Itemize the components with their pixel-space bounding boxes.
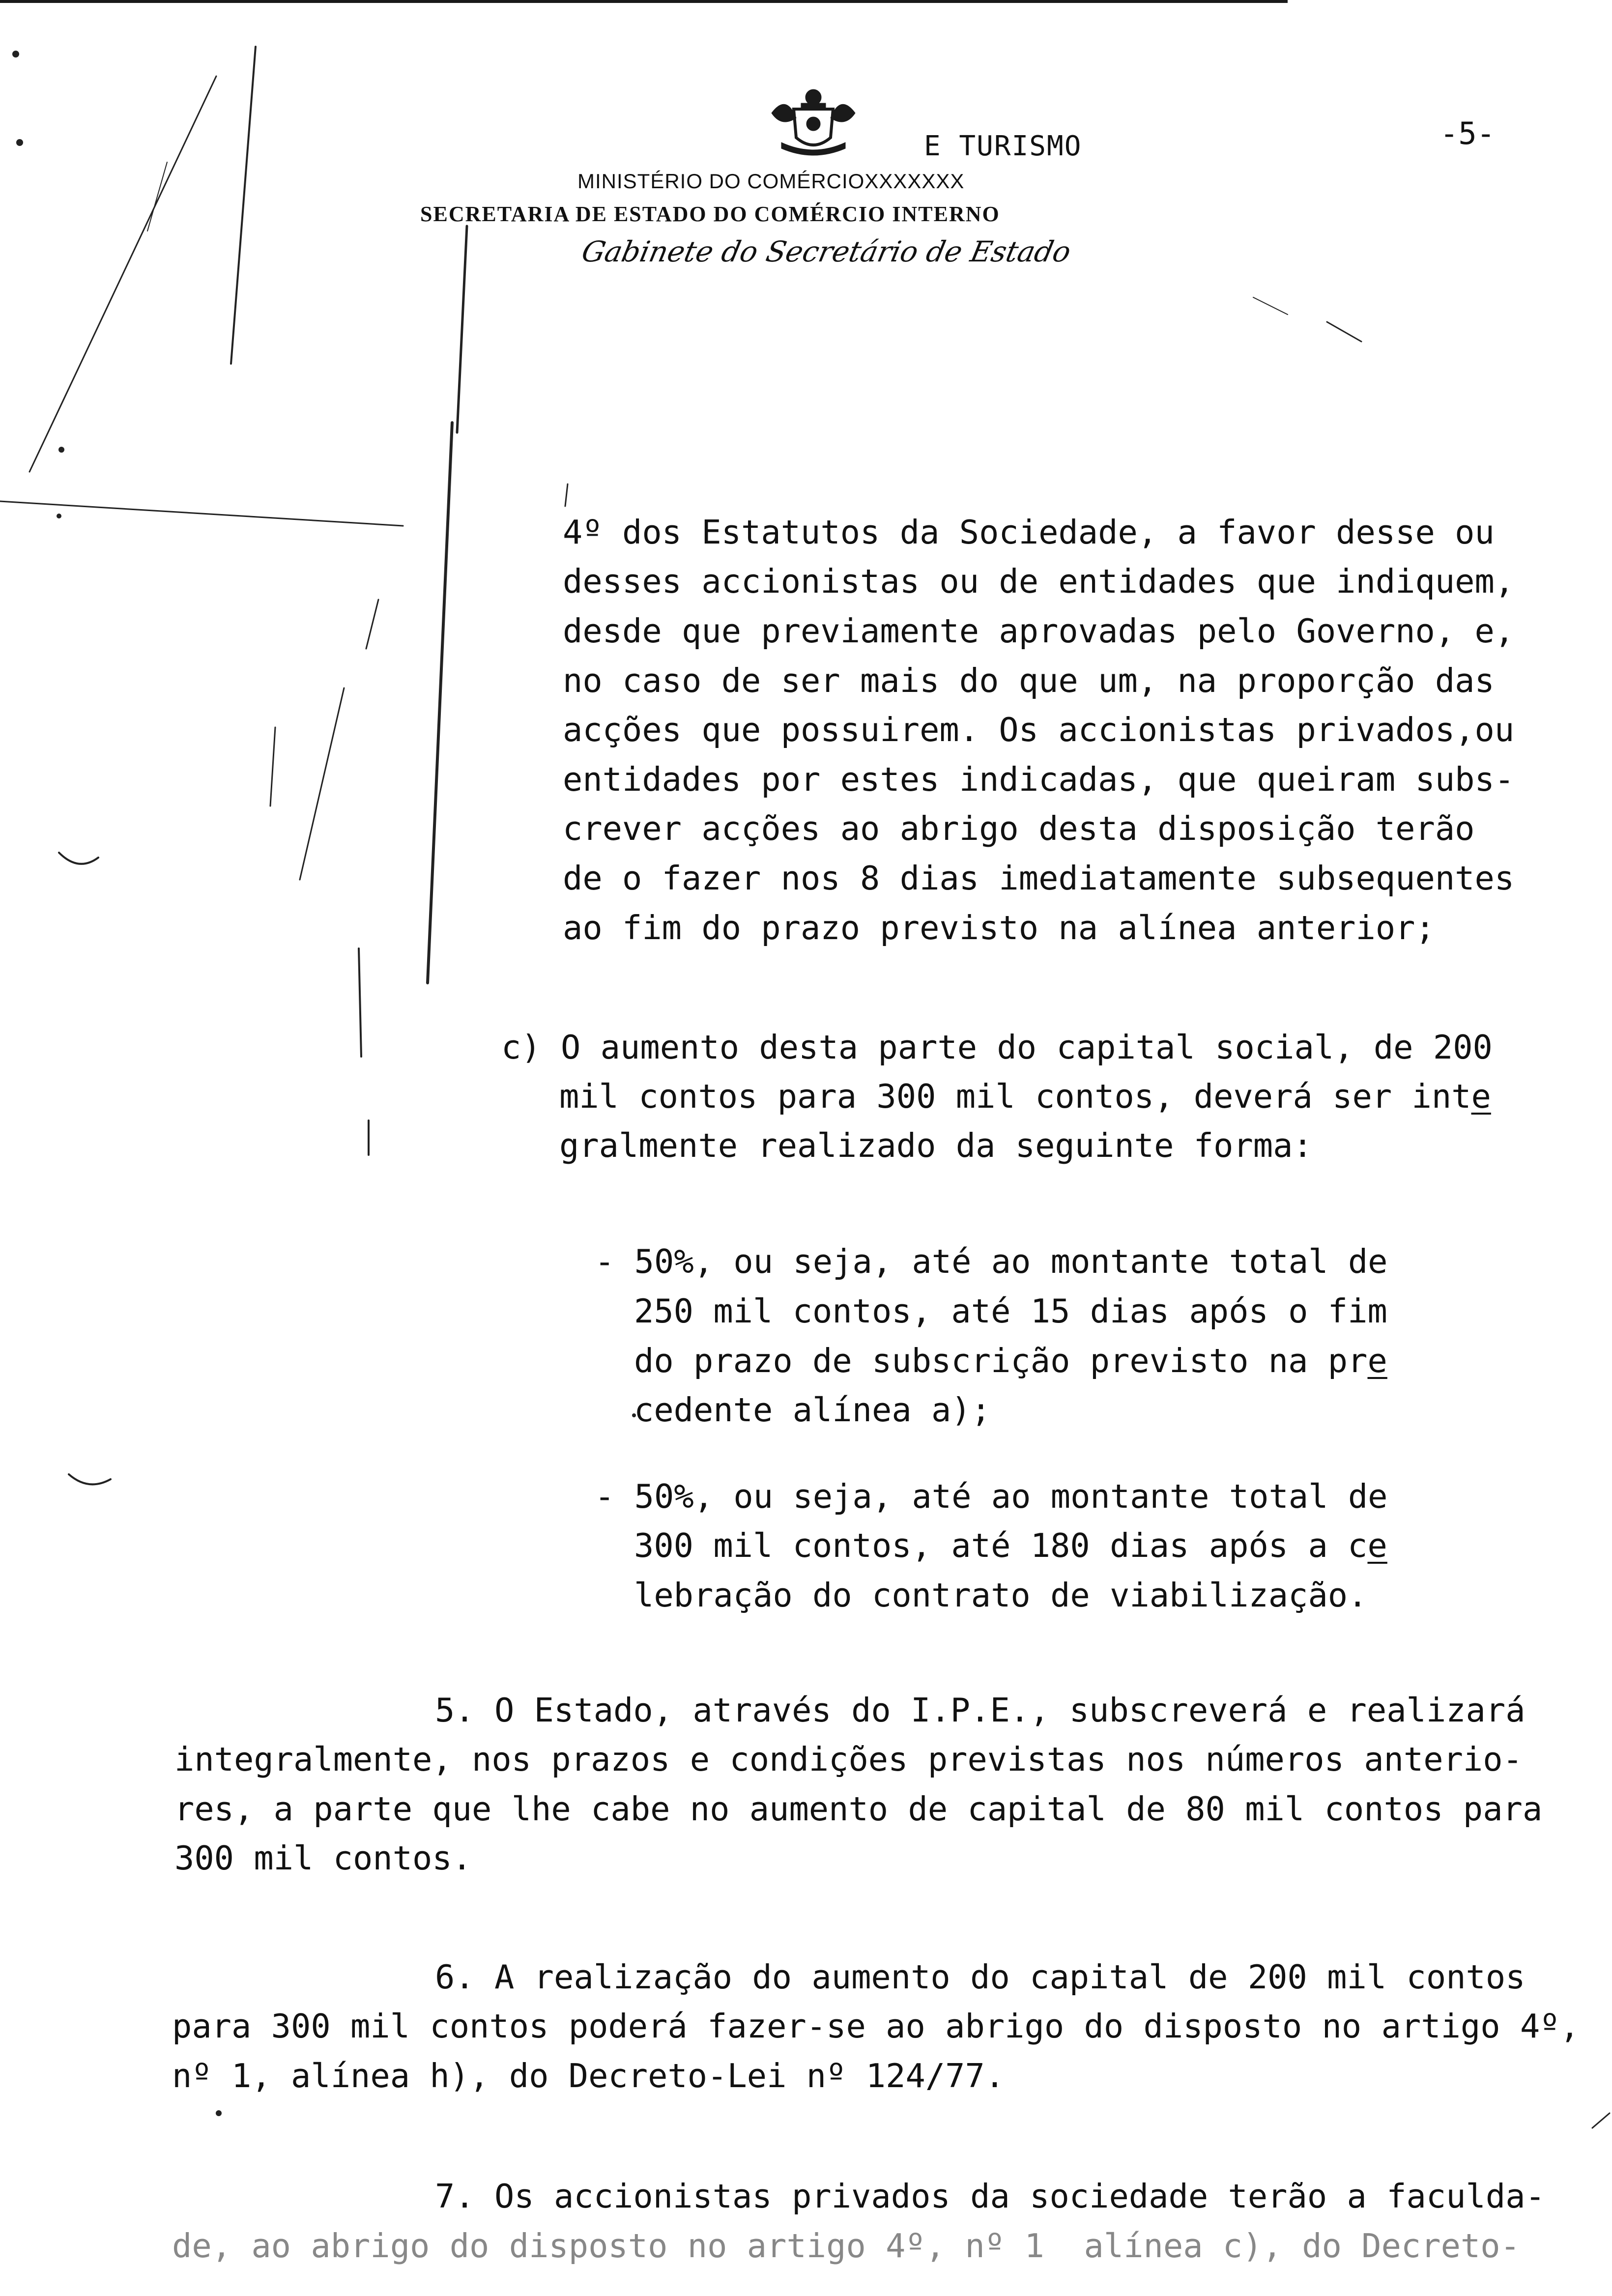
text-line: res, a parte que lhe cabe no aumento de capital de 80 mil contos para [174,1790,1543,1828]
coat-of-arms-icon [767,84,860,157]
text-line: - 50%, ou seja, até ao montante total de [595,1477,1388,1516]
text-line: de o fazer nos 8 dias imediatamente subsequentes [563,859,1515,897]
text-line: integralmente, nos prazos e condições previstas nos números anterio- [174,1740,1523,1779]
text-line: do prazo de subscrição previsto na pre [634,1342,1387,1380]
text-line: para 300 mil contos poderá fazer-se ao abrigo do disposto no artigo 4º, [172,2007,1580,2045]
text-line: no caso de ser mais do que um, na proporção das [563,661,1495,700]
ministry-title: MINISTÉRIO DO COMÉRCIOXXXXXXX [577,170,965,193]
text-line: mil contos para 300 mil contos, deverá ser inte [559,1077,1491,1116]
text-line: 6. A realização do aumento do capital de 200 mil contos [435,1958,1526,1996]
text-line: 4º dos Estatutos da Sociedade, a favor desse ou [563,513,1495,551]
text-line: 5. O Estado, através do I.P.E., subscreverá e realizará [435,1691,1526,1729]
cabinet-subtitle: Gabinete do Secretário de Estado [578,235,1074,268]
text-line: gralmente realizado da seguinte forma: [559,1126,1313,1165]
text-line: 300 mil contos, até 180 dias após a ce [634,1526,1387,1565]
text-line: - 50%, ou seja, até ao montante total de [595,1242,1388,1281]
text-line: lebração do contrato de viabilização. [634,1576,1368,1614]
secretariat-title: SECRETARIA DE ESTADO DO COMÉRCIO INTERNO [420,202,1000,226]
text-line: 300 mil contos. [174,1839,472,1877]
page-number: -5- [1440,115,1495,151]
ministry-suffix-label: E TURISMO [924,130,1082,162]
text-line: de, ao abrigo do disposto no artigo 4º, nº 1 alínea c), do Decreto- [172,2227,1520,2265]
text-line: entidades por estes indicadas, que queiram subs- [563,760,1515,799]
text-line: cedente alínea a); [634,1391,991,1429]
text-line: ao fim do prazo previsto na alínea anterior; [563,909,1435,947]
text-line: crever acções ao abrigo desta disposição terão [563,809,1475,848]
text-line: desde que previamente aprovadas pelo Governo, e, [563,612,1515,650]
text-line: acções que possuirem. Os accionistas privados,ou [563,711,1515,749]
text-line: 250 mil contos, até 15 dias após o fim [634,1292,1387,1330]
text-line: nº 1, alínea h), do Decreto-Lei nº 124/77. [172,2057,1005,2095]
text-line: c) O aumento desta parte do capital social, de 200 [501,1028,1493,1066]
text-line: desses accionistas ou de entidades que indiquem, [563,562,1515,601]
text-line: 7. Os accionistas privados da sociedade terão a faculda- [435,2177,1545,2215]
